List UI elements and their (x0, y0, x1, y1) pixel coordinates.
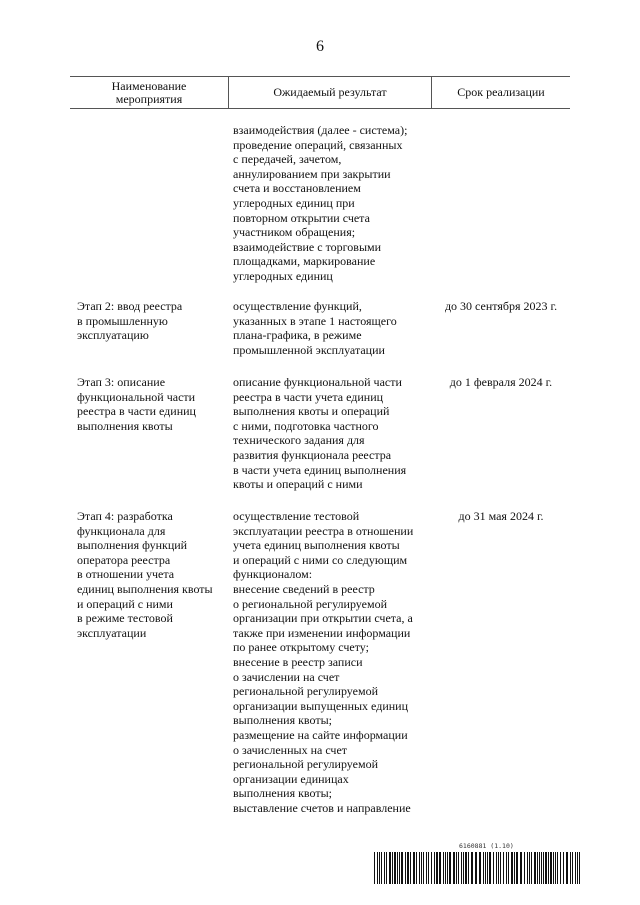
barcode-bar (508, 852, 509, 884)
barcode-bar (516, 852, 518, 884)
barcode-bar (527, 852, 528, 884)
barcode-bar (500, 852, 501, 884)
barcode-bar (575, 852, 576, 884)
barcode-bar (503, 852, 504, 884)
barcode-bar (496, 852, 497, 884)
barcode-bar (447, 852, 448, 884)
barcode-bar (531, 852, 532, 884)
barcode-bar (498, 852, 499, 884)
barcode-bar (534, 852, 536, 884)
row-3-result: осуществление тестовой эксплуатации реестра в отношении учета единиц выполнения квоты и операций с ними со следующим функционалом: внесение сведений в реестр о региональной регулируемой организации при открытии счета, а также при изменении информации по ранее открытому счету; внесение в реестр записи о зачислении на счет региональной регулируемой организации выпущенных единиц выполнения квоты; размещение на сайте информации о зачисленных на счет региональной регулируемой организации единицах выполнения квоты; выставление счетов и направление (233, 509, 414, 815)
barcode-bar (520, 852, 522, 884)
barcode-bar (394, 852, 396, 884)
barcode-bar (577, 852, 578, 884)
barcode-bar (458, 852, 459, 884)
barcode-bar (524, 852, 525, 884)
barcode-bar (463, 852, 464, 884)
barcode-bar (471, 852, 473, 884)
barcode-bar (461, 852, 462, 884)
barcode-bar (529, 852, 530, 884)
barcode-bar (443, 852, 444, 884)
barcode-bar (381, 852, 382, 884)
barcode-bar (506, 852, 507, 884)
barcode-bar (405, 852, 406, 884)
barcode-bar (401, 852, 403, 884)
row-2-name: Этап 3: описание функциональной части реестра в части единиц выполнения квоты (77, 375, 196, 433)
barcode-bar (399, 852, 400, 884)
barcode-bar (413, 852, 415, 884)
barcode-number: 6160881 (1.10) (459, 842, 514, 850)
row-2-deadline: до 1 февраля 2024 г. (449, 375, 553, 389)
header-col-name (70, 77, 228, 108)
barcode-bar (384, 852, 385, 884)
row-1-result: осуществление функций, указанных в этапе 1 настоящего плана-графика, в режиме промышленной эксплуатации (233, 299, 397, 357)
header-col-deadline (432, 77, 570, 108)
barcode-bar (563, 852, 564, 884)
barcode-bar (386, 852, 387, 884)
barcode-bar (397, 852, 398, 884)
barcode-bar (416, 852, 417, 884)
row-3-name: Этап 4: разработка функционала для выполнения функций оператора реестра в отношении учета единиц выполнения квоты и операций с ними в режиме тестовой эксплуатации (77, 509, 213, 640)
barcode-bar (555, 852, 556, 884)
barcode-bar (572, 852, 573, 884)
row-0-result: взаимодействия (далее - система); проведение операций, связанных с передачей, зачетом, аннулированием при закрытии счета и восстановлением углеродных единиц при повторном открытии счета участником обращения; взаимодействие с торговыми площадками, маркирование углеродных единиц (233, 123, 408, 283)
barcode-bar (487, 852, 488, 884)
barcode-bar (431, 852, 432, 884)
barcode-bar (421, 852, 422, 884)
row-2-result: описание функциональной части реестра в части учета единиц выполнения квоты и операций с ними, подготовка частного технического задания для развития функционала реестра в части учета единиц выполнения квоты и операций с ними (233, 375, 407, 492)
row-1-deadline: до 30 сентября 2023 г. (444, 299, 558, 313)
barcode-bar (479, 852, 481, 884)
barcode-bar (566, 852, 568, 884)
barcode-bar (483, 852, 484, 884)
header-col-deadline-label: Срок реализации (457, 85, 545, 99)
barcode-bar (545, 852, 547, 884)
barcode-bar (407, 852, 409, 884)
table-header (70, 76, 570, 109)
barcode-bars (374, 852, 584, 884)
header-col-name-label: Наименование мероприятия (111, 78, 187, 106)
page-number: 6 (316, 38, 324, 55)
barcode-bar (468, 852, 469, 884)
barcode-bar (489, 852, 491, 884)
barcode-bar (423, 852, 424, 884)
barcode-bar (553, 852, 554, 884)
barcode-bar (537, 852, 538, 884)
barcode-bar (514, 852, 515, 884)
barcode-bar (436, 852, 438, 884)
barcode-bar (485, 852, 486, 884)
barcode-bar (439, 852, 441, 884)
barcode (374, 842, 584, 884)
barcode-bar (541, 852, 542, 884)
barcode-bar (379, 852, 380, 884)
barcode-bar (445, 852, 446, 884)
barcode-bar (579, 852, 580, 884)
barcode-bar (453, 852, 455, 884)
barcode-bar (548, 852, 549, 884)
barcode-bar (419, 852, 420, 884)
barcode-bar (392, 852, 393, 884)
barcode-bar (434, 852, 435, 884)
row-3-deadline: до 31 мая 2024 г. (458, 509, 544, 523)
row-1-name: Этап 2: ввод реестра в промышленную эксплуатацию (77, 299, 183, 343)
barcode-bar (550, 852, 552, 884)
barcode-bar (389, 852, 391, 884)
barcode-bar (570, 852, 571, 884)
barcode-bar (374, 852, 375, 884)
barcode-bar (377, 852, 378, 884)
barcode-bar (560, 852, 561, 884)
barcode-bar (475, 852, 477, 884)
barcode-bar (465, 852, 467, 884)
barcode-bar (449, 852, 451, 884)
barcode-bar (493, 852, 494, 884)
barcode-bar (511, 852, 513, 884)
barcode-bar (543, 852, 544, 884)
barcode-bar (426, 852, 427, 884)
barcode-bar (456, 852, 457, 884)
barcode-bar (428, 852, 429, 884)
barcode-bar (557, 852, 558, 884)
barcode-bar (539, 852, 540, 884)
header-col-result (229, 77, 431, 108)
barcode-bar (410, 852, 411, 884)
header-col-result-label: Ожидаемый результат (273, 85, 387, 99)
